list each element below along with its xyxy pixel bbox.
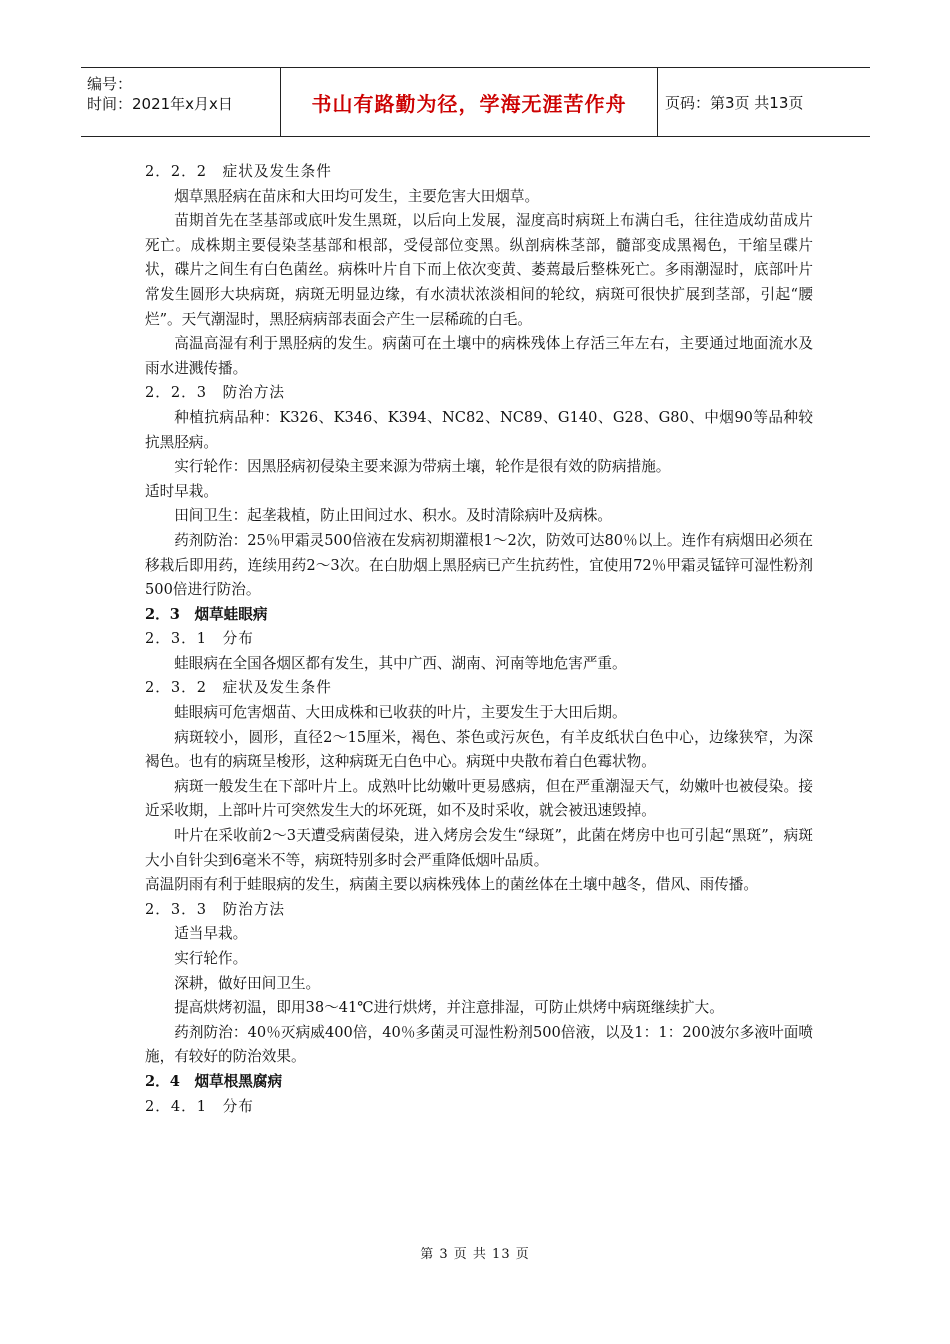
paragraph: 实行轮作：因黑胫病初侵染主要来源为带病土壤，轮作是很有效的防病措施。 bbox=[174, 458, 671, 476]
paragraph: 实行轮作。 bbox=[174, 950, 248, 967]
section-heading: 2．2．2 症状及发生条件 bbox=[145, 163, 332, 180]
header-meta bbox=[81, 68, 281, 136]
paragraph: 叶片在采收前2～3天遭受病菌侵染，进入烤房会发生“绿斑”，此菌在烤房中也可引起“黑斑”，病斑大小自针尖到6毫米不等，病斑特别多时会严重降低烟叶品质。 bbox=[145, 827, 813, 869]
paragraph: 蛙眼病在全国各烟区都有发生，其中广西、湖南、河南等地危害严重。 bbox=[174, 654, 627, 672]
paragraph: 病斑一般发生在下部叶片上。成熟叶比幼嫩叶更易感病，但在严重潮湿天气，幼嫩叶也被侵染。接近采收期，上部叶片可突然发生大的坏死斑，如不及时采收，就会被迅速毁掉。 bbox=[145, 777, 813, 820]
paragraph: 深耕，做好田间卫生。 bbox=[174, 974, 321, 992]
page-footer: 第 3 页 共 13 页 bbox=[420, 1247, 530, 1262]
paragraph: 适当早栽。 bbox=[174, 925, 248, 943]
paragraph: 病斑较小，圆形，直径2～15厘米，褐色、茶色或污灰色，有羊皮纸状白色中心，边缘狭窄，为深褐色。也有的病斑呈梭形，这种病斑无白色中心。病斑中央散布着白色霉状物。 bbox=[145, 728, 813, 771]
paragraph: 适时早栽。 bbox=[145, 482, 218, 500]
chapter-heading: 2．3 烟草蛙眼病 bbox=[145, 605, 268, 623]
section-heading: 2．2．3 防治方法 bbox=[145, 384, 286, 402]
header-page-number: 页码：第3页 共13页 bbox=[665, 93, 804, 112]
paragraph: 种植抗病品种：K326、K346、K394、NC82、NC89、G140、G28、G80、中烟90等品种较抗黑胫病。 bbox=[145, 408, 813, 451]
section-heading: 2．3．1 分布 bbox=[145, 630, 254, 648]
paragraph: 药剂防治：40％灭病威400倍，40％多菌灵可湿性粉剂500倍液，以及1：1：200波尔多液叶面喷施，有较好的防治效果。 bbox=[145, 1023, 813, 1066]
paragraph: 田间卫生：起垄栽植，防止田间过水、积水。及时清除病叶及病株。 bbox=[174, 507, 613, 525]
paragraph: 高温高湿有利于黑胫病的发生。病菌可在土壤中的病株残体上存活三年左右，主要通过地面流水及雨水进溅传播。 bbox=[145, 335, 813, 377]
header-motto: 书山有路勤为径，学海无涯苦作舟 bbox=[281, 68, 658, 136]
paragraph: 苗期首先在茎基部或底叶发生黑斑，以后向上发展，湿度高时病斑上布满白毛，往往造成幼苗成片死亡。成株期主要侵染茎基部和根部，受侵部位变黑。纵剖病株茎部，髓部变成黑褐色，干缩呈碟片状，碟片之间生有白色菌丝。病株叶片自下而上依次变黄、萎蔫最后整株死亡。多雨潮湿时，底部叶片常发生圆形大块病斑，病斑无明显边缘，有水渍状浓淡相间的轮纹，病斑可很快扩展到茎部，引起“腰烂”。天气潮湿时，黑胫病病部表面会产生一层稀疏的白毛。 bbox=[145, 212, 813, 328]
paragraph: 烟草黑胫病在苗床和大田均可发生，主要危害大田烟草。 bbox=[174, 187, 540, 205]
document-body bbox=[145, 160, 813, 1119]
paragraph: 提高烘烤初温，即用38～41℃进行烘烤，并注意排湿，可防止烘烤中病斑继续扩大。 bbox=[174, 999, 724, 1017]
page-header bbox=[81, 67, 870, 137]
paragraph: 药剂防治：25％甲霜灵500倍液在发病初期灌根1～2次，防效可达80％以上。连作有病烟田必须在移栽后即用药，连续用药2～3次。在白肋烟上黑胫病已产生抗药性，宜使用72％甲霜灵锰锌可湿性粉剂500倍进行防治。 bbox=[145, 531, 813, 599]
date-label: 时间：2021年x月x日 bbox=[87, 95, 233, 113]
chapter-heading: 2．4 烟草根黑腐病 bbox=[145, 1072, 283, 1090]
section-heading: 2．3．3 防治方法 bbox=[145, 900, 286, 918]
doc-number-label: 编号： bbox=[87, 75, 133, 93]
section-heading: 2．4．1 分布 bbox=[145, 1097, 254, 1115]
section-heading: 2．3．2 症状及发生条件 bbox=[145, 679, 332, 697]
paragraph: 高温阴雨有利于蛙眼病的发生，病菌主要以病株残体上的菌丝体在土壤中越冬，借风、雨传播。 bbox=[145, 876, 758, 894]
paragraph: 蛙眼病可危害烟苗、大田成株和已收获的叶片，主要发生于大田后期。 bbox=[174, 704, 627, 722]
